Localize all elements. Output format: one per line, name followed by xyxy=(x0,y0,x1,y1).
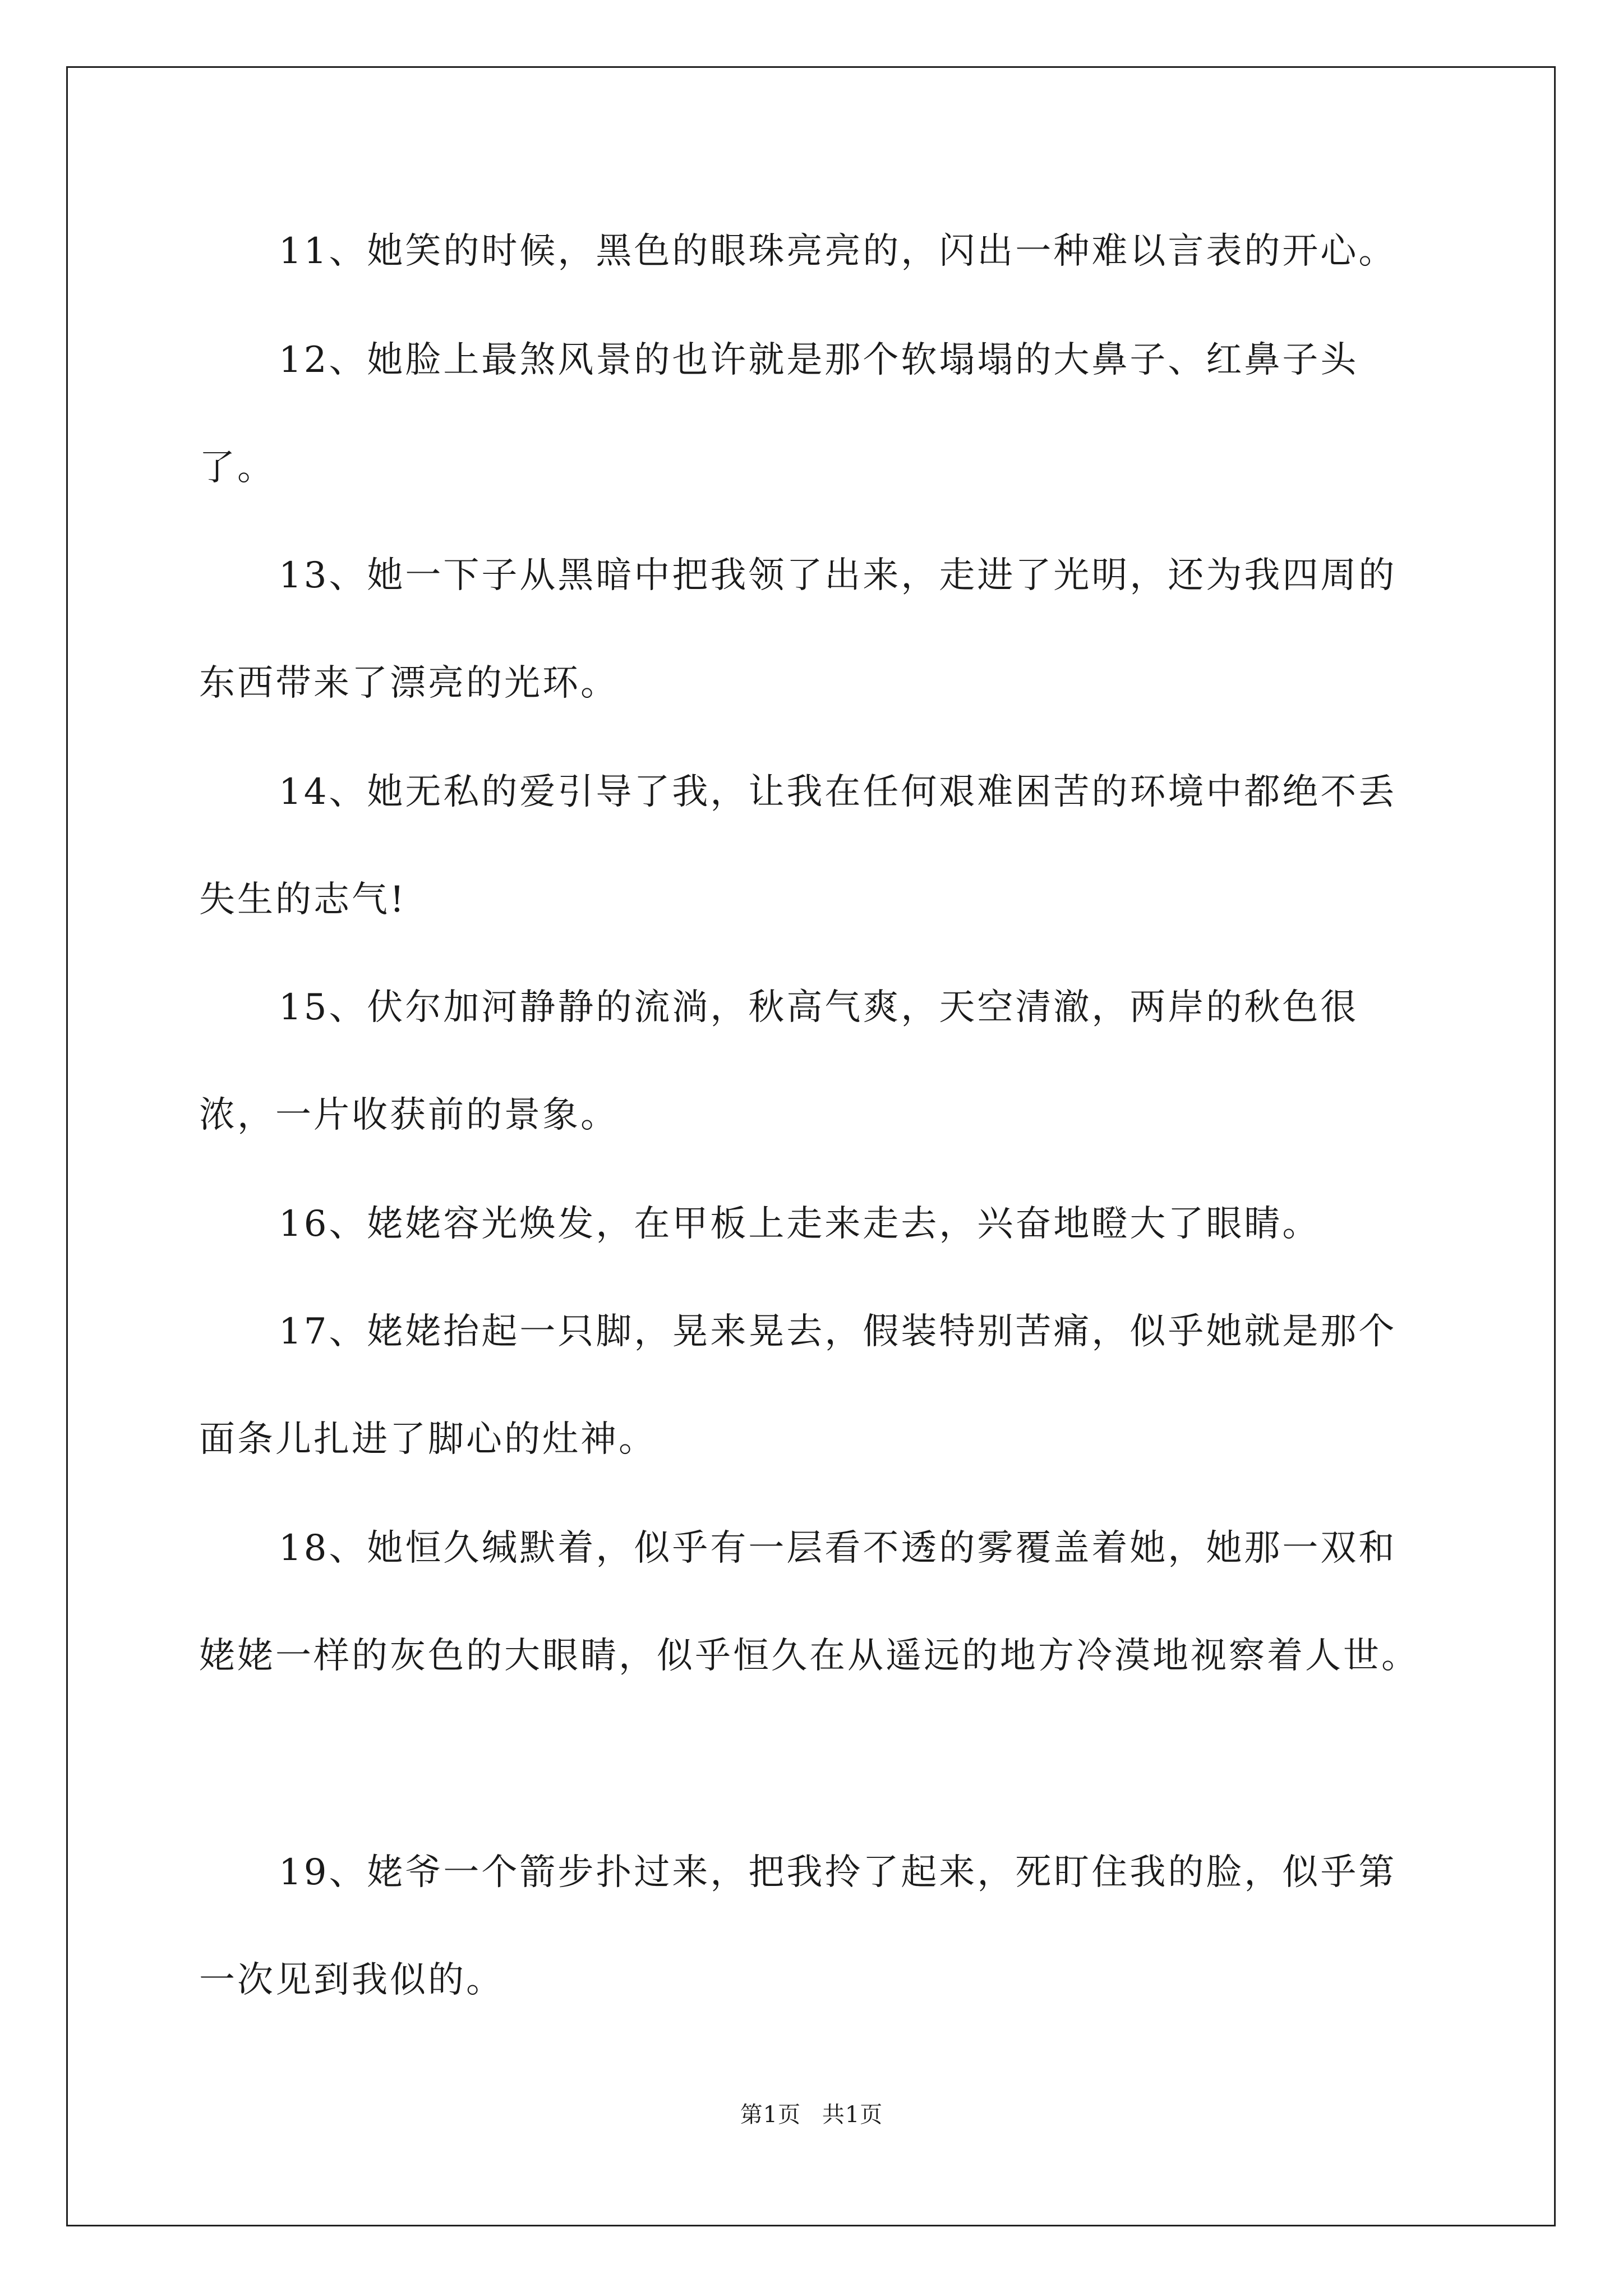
paragraph-16: 16、姥姥容光焕发，在甲板上走来走去，兴奋地瞪大了眼睛。 xyxy=(279,1203,1321,1245)
paragraph-11: 11、她笑的时候，黑色的眼珠亮亮的，闪出一种难以言表的开心。 xyxy=(279,231,1397,272)
paragraph-13: 13、她一下子从黑暗中把我领了出来，走进了光明，还为我四周的东西带来了漂亮的光环。 xyxy=(199,555,1397,704)
page-total: 共1页 xyxy=(822,2102,883,2128)
paragraph-14: 14、她无私的爱引导了我，让我在任何艰难困苦的环境中都绝不丢失生的志气! xyxy=(199,771,1397,921)
paragraph-17: 17、姥姥抬起一只脚，晃来晃去，假装特别苦痛，似乎她就是那个面条儿扎进了脚心的灶神。 xyxy=(199,1311,1397,1460)
page-number: 第1页 xyxy=(740,2102,801,2128)
paragraph-18: 18、她恒久缄默着，似乎有一层看不透的雾覆盖着她，她那一双和姥姥一样的灰色的大眼睛，似乎恒久在从遥远的地方冷漠地视察着人世。 xyxy=(199,1527,1419,1677)
paragraph-12: 12、她脸上最煞风景的也许就是那个软塌塌的大鼻子、红鼻子头了。 xyxy=(199,339,1359,489)
paragraph-19: 19、姥爷一个箭步扑过来，把我拎了起来，死盯住我的脸，似乎第一次见到我似的。 xyxy=(199,1852,1397,2001)
page-footer xyxy=(0,2097,1623,2129)
paragraph-15: 15、伏尔加河静静的流淌，秋高气爽，天空清澈，两岸的秋色很浓，一片收获前的景象。 xyxy=(199,987,1359,1136)
